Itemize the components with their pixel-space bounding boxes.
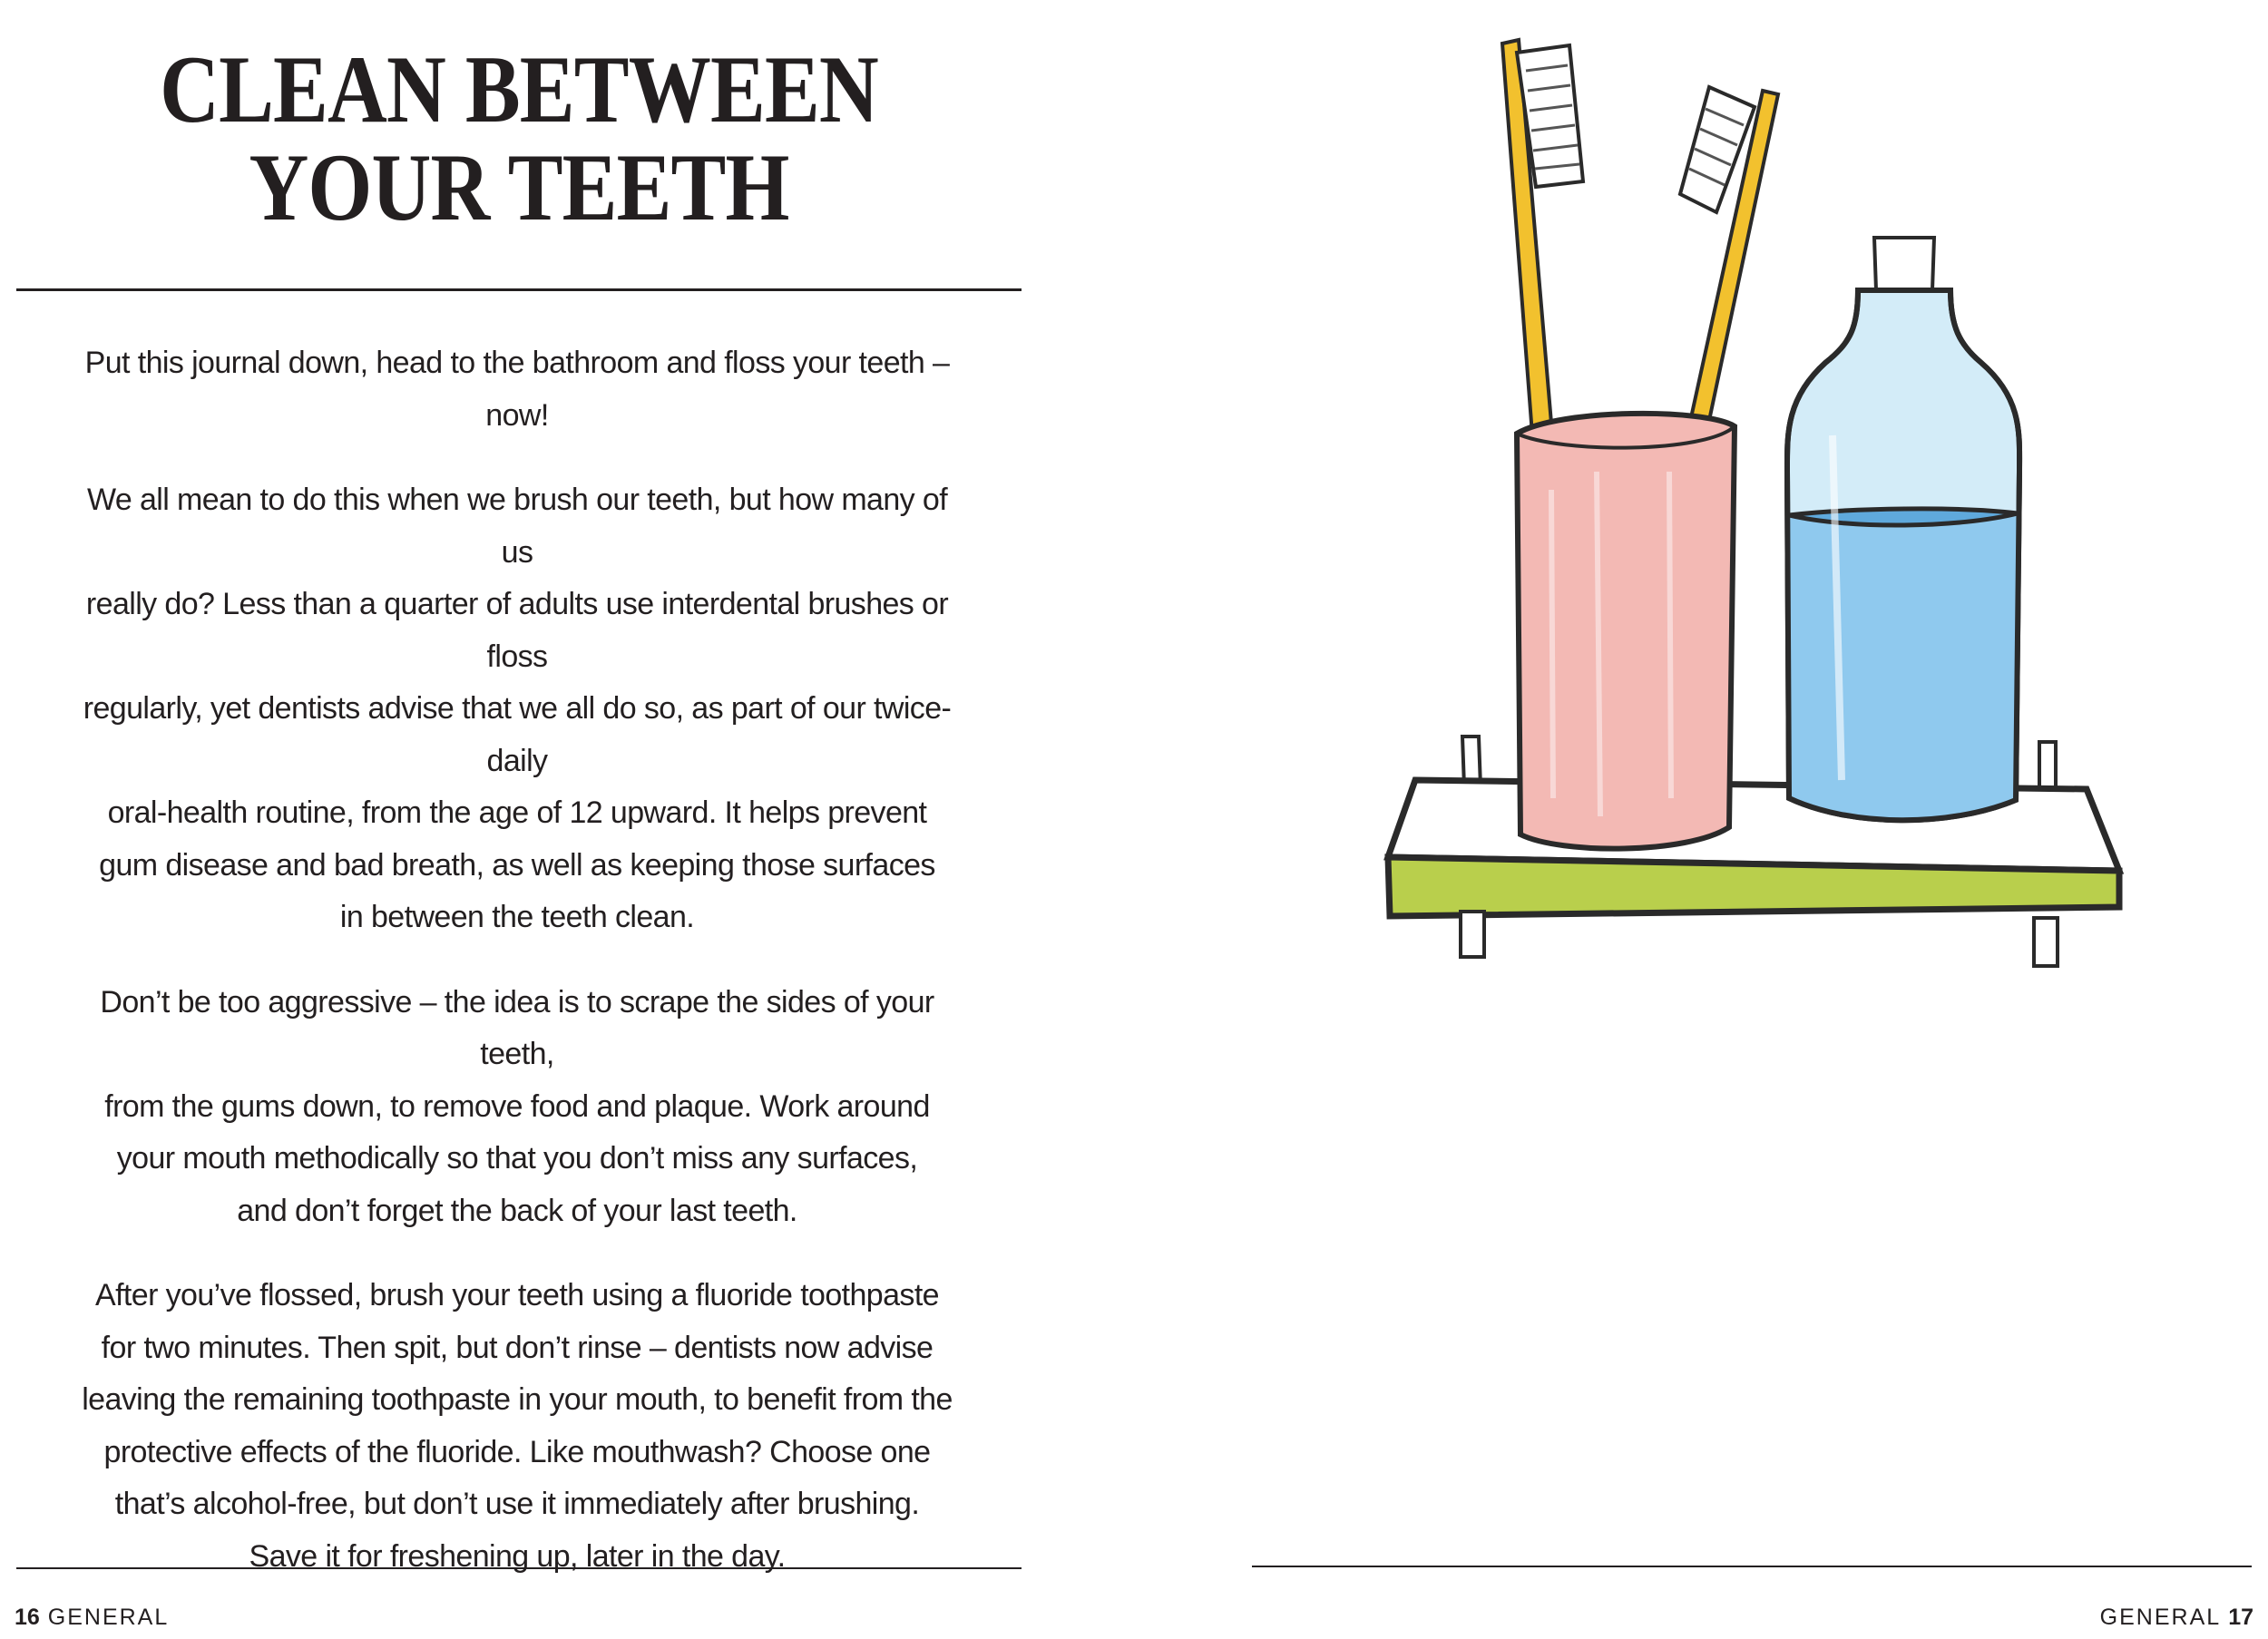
paragraph-1: [82, 337, 953, 442]
paragraph-2: [82, 474, 953, 944]
footer-divider-right: [1252, 1566, 2252, 1567]
page-title: [87, 36, 952, 240]
text-line: Save it for freshening up, later in the day.: [249, 1538, 786, 1574]
section-label-left: GENERAL: [47, 1605, 170, 1630]
body-text: [82, 337, 953, 1615]
text-line: oral-health routine, from the age of 12 upward. It helps prevent: [107, 795, 927, 830]
title-line-1: CLEAN BETWEEN: [160, 36, 878, 142]
section-label-right: GENERAL: [2099, 1605, 2221, 1630]
paragraph-3: [82, 977, 953, 1238]
text-line: for two minutes. Then spit, but don’t rinse – dentists now advise: [101, 1330, 934, 1365]
title-line-2: YOUR TEETH: [249, 134, 789, 240]
text-line: and don’t forget the back of your last teeth.: [237, 1193, 797, 1228]
text-line: We all mean to do this when we brush our teeth, but how many of us: [86, 483, 948, 570]
footer-right: [2100, 1604, 2253, 1631]
text-line: After you’ve flossed, brush your teeth using a fluoride toothpaste: [95, 1278, 939, 1312]
text-line: gum disease and bad breath, as well as keeping those surfaces: [99, 847, 935, 883]
page-number-right: 17: [2228, 1605, 2253, 1630]
text-line: Put this journal down, head to the bathroom and floss your teeth – now!: [84, 346, 950, 433]
title-divider: [16, 288, 1022, 291]
footer-left: [15, 1604, 169, 1631]
page-number-left: 16: [15, 1605, 40, 1630]
text-line: your mouth methodically so that you don’t miss any surfaces,: [116, 1141, 918, 1176]
text-line: protective effects of the fluoride. Like mouthwash? Choose one: [103, 1434, 931, 1469]
footer-divider-left: [16, 1567, 1022, 1569]
text-line: that’s alcohol-free, but don’t use it immediately after brushing.: [114, 1487, 920, 1521]
right-page: [1216, 0, 2268, 1639]
paragraph-4: [82, 1270, 953, 1583]
text-line: Don’t be too aggressive – the idea is to scrape the sides of your teeth,: [100, 984, 934, 1071]
text-line: leaving the remaining toothpaste in your mouth, to benefit from the: [82, 1382, 953, 1417]
text-line: from the gums down, to remove food and plaque. Work around: [104, 1088, 930, 1124]
text-line: in between the teeth clean.: [339, 900, 695, 934]
text-line: regularly, yet dentists advise that we all do so, as part of our twice-daily: [83, 691, 952, 778]
text-line: really do? Less than a quarter of adults use interdental brushes or floss: [85, 587, 949, 674]
left-page: [0, 0, 1043, 1639]
